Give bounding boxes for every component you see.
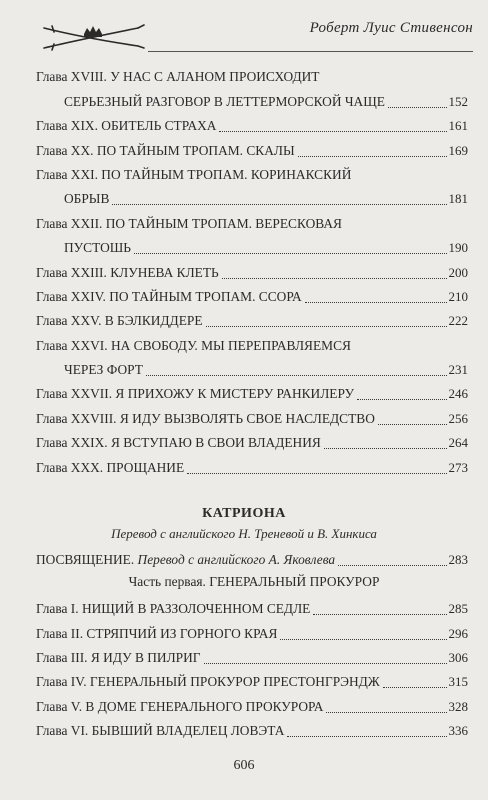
toc-entry-text: ОБРЫВ <box>64 191 110 207</box>
toc-entry[interactable] <box>36 259 468 283</box>
header-rule <box>148 51 473 52</box>
catriona-toc <box>36 547 468 742</box>
dot-leader <box>357 398 446 400</box>
page-ref: 285 <box>448 601 468 617</box>
dot-leader <box>146 374 447 376</box>
part-title: Часть первая. ГЕНЕРАЛЬНЫЙ ПРОКУРОР <box>128 574 380 590</box>
toc-entry-text: Глава VI. БЫВШИЙ ВЛАДЕЛЕЦ ЛОВЭТА <box>36 723 285 739</box>
toc-entry[interactable] <box>36 645 468 669</box>
dot-leader <box>338 564 446 566</box>
catriona-chapters <box>36 596 468 742</box>
toc-entry[interactable] <box>36 162 468 186</box>
dedication-translator: Перевод с английского А. Яковлева <box>137 552 336 568</box>
toc-entry[interactable] <box>36 430 468 454</box>
page-ref: 246 <box>448 386 468 402</box>
page-ref: 328 <box>448 698 468 714</box>
toc-entry-text: Глава XXVI. НА СВОБОДУ. МЫ ПЕРЕПРАВЛЯЕМСЯ <box>36 337 351 353</box>
toc-continued-list <box>36 64 468 479</box>
page-ref: 256 <box>448 410 468 426</box>
dot-leader <box>305 301 447 303</box>
toc-entry-text: Глава XX. ПО ТАЙНЫМ ТРОПАМ. СКАЛЫ <box>36 142 295 158</box>
page-ref: 161 <box>448 118 468 134</box>
toc-entry-text: Глава XXIV. ПО ТАЙНЫМ ТРОПАМ. ССОРА <box>36 288 302 304</box>
dot-leader <box>378 423 447 425</box>
dot-leader <box>187 472 446 474</box>
toc-entry-text: Глава XXII. ПО ТАЙНЫМ ТРОПАМ. ВЕРЕСКОВАЯ <box>36 215 342 231</box>
toc-entry-text: СЕРЬЕЗНЫЙ РАЗГОВОР В ЛЕТТЕРМОРСКОЙ ЧАЩЕ <box>64 93 385 109</box>
page-ref: 336 <box>448 723 468 739</box>
toc-entry-dedication[interactable] <box>36 547 468 571</box>
toc-entry-text: Глава XXX. ПРОЩАНИЕ <box>36 459 185 475</box>
toc-entry-text: Глава XVIII. У НАС С АЛАНОМ ПРОИСХОДИТ <box>36 69 320 85</box>
toc-entry[interactable] <box>36 332 468 356</box>
page-ref: 152 <box>448 93 468 109</box>
toc-entry-continuation[interactable] <box>36 88 468 112</box>
page-ref: 169 <box>448 142 468 158</box>
toc-entry-continuation[interactable] <box>36 357 468 381</box>
dot-leader <box>222 277 447 279</box>
dot-leader <box>206 325 447 327</box>
toc-entry[interactable] <box>36 596 468 620</box>
toc-entry-text: Глава XXVII. Я ПРИХОЖУ К МИСТЕРУ РАНКИЛЕРУ <box>36 386 355 402</box>
dot-leader <box>280 638 446 640</box>
page-ref: 306 <box>448 649 468 665</box>
page-ref: 200 <box>448 264 468 280</box>
toc-entry-text: Глава IV. ГЕНЕРАЛЬНЫЙ ПРОКУРОР ПРЕСТОНГРЭНДЖ <box>36 674 380 690</box>
page-number: 606 <box>233 758 255 773</box>
running-title: Роберт Луис Стивенсон <box>309 20 473 36</box>
dot-leader <box>134 252 447 254</box>
dot-leader <box>219 130 446 132</box>
page-ref: 222 <box>448 313 468 329</box>
dot-leader <box>326 711 446 713</box>
dot-leader <box>388 106 447 108</box>
toc-entry[interactable] <box>36 669 468 693</box>
dedication-label: ПОСВЯЩЕНИЕ. <box>36 552 135 568</box>
toc-entry-text: Глава XXIII. КЛУНЕВА КЛЕТЬ <box>36 264 219 280</box>
toc-entry[interactable] <box>36 113 468 137</box>
dot-leader <box>204 662 447 664</box>
page-ref: 231 <box>448 362 468 378</box>
toc-entry[interactable] <box>36 454 468 478</box>
page-ref: 181 <box>448 191 468 207</box>
toc-entry-continuation[interactable] <box>36 186 468 210</box>
toc-entry-text: Глава II. СТРЯПЧИЙ ИЗ ГОРНОГО КРАЯ <box>36 625 278 641</box>
page-ref: 190 <box>448 240 468 256</box>
toc-entry-text: Глава XIX. ОБИТЕЛЬ СТРАХА <box>36 118 217 134</box>
dot-leader <box>313 613 446 615</box>
toc-entry[interactable] <box>36 64 468 88</box>
toc-entry[interactable] <box>36 381 468 405</box>
toc-entry-text: Глава XXIX. Я ВСТУПАЮ В СВОИ ВЛАДЕНИЯ <box>36 435 321 451</box>
toc-entry[interactable] <box>36 284 468 308</box>
toc-entry-text: Глава XXI. ПО ТАЙНЫМ ТРОПАМ. КОРИНАКСКИЙ <box>36 166 352 182</box>
toc-entry[interactable] <box>36 693 468 717</box>
toc-entry[interactable] <box>36 718 468 742</box>
page-ref: 283 <box>448 552 468 568</box>
toc-entry[interactable] <box>36 620 468 644</box>
toc-entry-text: Глава III. Я ИДУ В ПИЛРИГ <box>36 649 201 665</box>
page-ref: 264 <box>448 435 468 451</box>
dot-leader <box>298 155 447 157</box>
dot-leader <box>112 203 446 205</box>
dot-leader <box>324 447 447 449</box>
toc-entry[interactable] <box>36 137 468 161</box>
toc-entry-text: ЧЕРЕЗ ФОРТ <box>64 362 143 378</box>
page-ref: 273 <box>448 459 468 475</box>
toc-entry-text: Глава I. НИЩИЙ В РАЗЗОЛОЧЕННОМ СЕДЛЕ <box>36 601 311 617</box>
page-ref: 296 <box>448 625 468 641</box>
page-ref: 210 <box>448 288 468 304</box>
toc-entry-text: ПУСТОШЬ <box>64 240 131 256</box>
dot-leader <box>287 735 446 737</box>
toc-entry-text: Глава V. В ДОМЕ ГЕНЕРАЛЬНОГО ПРОКУРОРА <box>36 698 324 714</box>
crossed-swords-and-crown-icon <box>38 18 158 54</box>
section-title: КАТРИОНА <box>202 506 286 521</box>
page-header <box>28 14 473 54</box>
toc-entry-text: Глава XXV. В БЭЛКИДДЕРЕ <box>36 313 203 329</box>
translators-credit: Перевод с английского Н. Треневой и В. Хинкиса <box>111 526 377 541</box>
toc-entry-text: Глава XXVIII. Я ИДУ ВЫЗВОЛЯТЬ СВОЕ НАСЛЕДСТВО <box>36 410 375 426</box>
toc-entry-continuation[interactable] <box>36 235 468 259</box>
toc-entry[interactable] <box>36 405 468 429</box>
toc-entry[interactable] <box>36 210 468 234</box>
toc-entry[interactable] <box>36 308 468 332</box>
dot-leader <box>383 686 447 688</box>
page-ref: 315 <box>448 674 468 690</box>
